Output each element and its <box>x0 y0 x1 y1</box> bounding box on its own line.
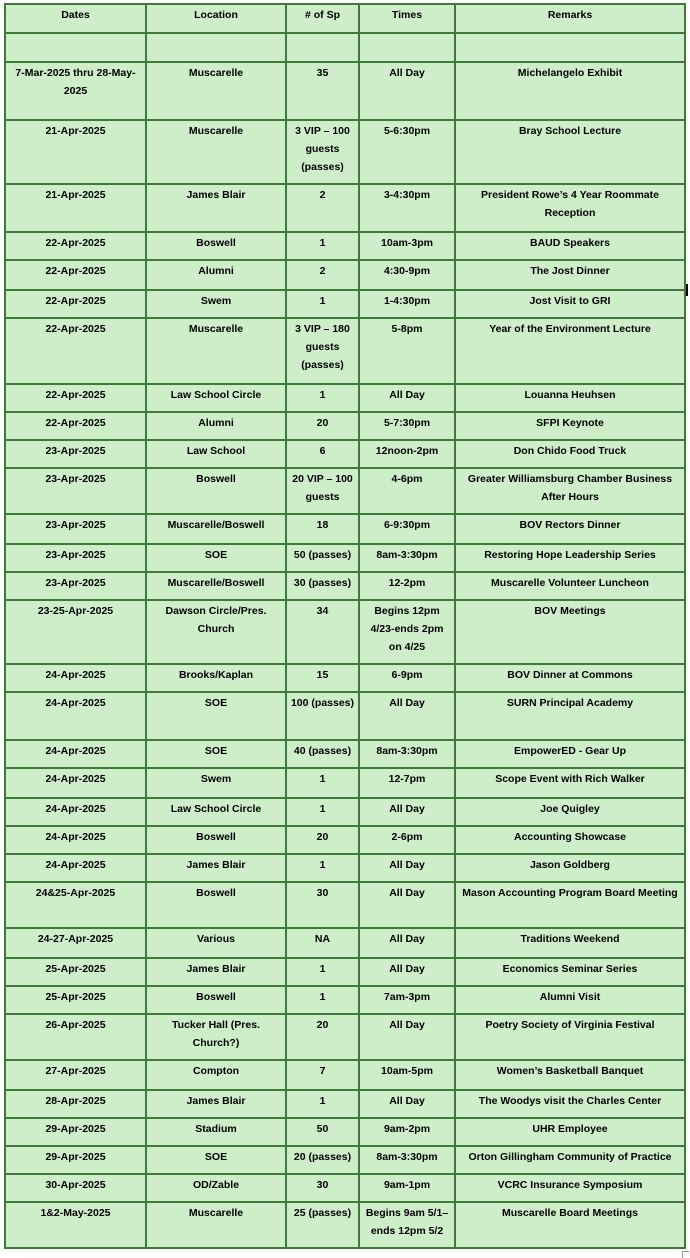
cell-remarks: President Rowe’s 4 Year Roommate Reception <box>455 184 685 232</box>
cell-dates: 23-Apr-2025 <box>5 468 146 514</box>
cell-times: 8am-3:30pm <box>359 544 455 572</box>
cell-dates: 23-Apr-2025 <box>5 544 146 572</box>
table-row <box>5 740 685 768</box>
cell-spaces: 18 <box>286 514 359 544</box>
cell-location: Law School Circle <box>146 798 286 826</box>
cell-spaces: 1 <box>286 986 359 1014</box>
cell-times: 6-9:30pm <box>359 514 455 544</box>
cell-location: Swem <box>146 768 286 798</box>
cell-dates: 1&2-May-2025 <box>5 1202 146 1248</box>
cell-spaces: 30 (passes) <box>286 572 359 600</box>
cell-dates: 22-Apr-2025 <box>5 290 146 318</box>
cell-remarks: VCRC Insurance Symposium <box>455 1174 685 1202</box>
table-row <box>5 826 685 854</box>
cell-remarks: BOV Rectors Dinner <box>455 514 685 544</box>
table-row <box>5 544 685 572</box>
cell-spaces: 20 <box>286 1014 359 1060</box>
cell-remarks: Don Chido Food Truck <box>455 440 685 468</box>
cell-location: Boswell <box>146 826 286 854</box>
cell-spaces: 7 <box>286 1060 359 1090</box>
table-row <box>5 412 685 440</box>
cell-remarks: Economics Seminar Series <box>455 958 685 986</box>
table-row <box>5 120 685 184</box>
cell-dates: 24-27-Apr-2025 <box>5 928 146 958</box>
cell-location: SOE <box>146 544 286 572</box>
cell-dates: 21-Apr-2025 <box>5 184 146 232</box>
cell-spaces: 20 <box>286 826 359 854</box>
table-row <box>5 440 685 468</box>
cell-location: SOE <box>146 692 286 740</box>
cell-dates: 22-Apr-2025 <box>5 384 146 412</box>
header-row <box>5 4 685 33</box>
cell-dates: 23-25-Apr-2025 <box>5 600 146 664</box>
cell-remarks: Louanna Heuhsen <box>455 384 685 412</box>
cell-dates: 23-Apr-2025 <box>5 514 146 544</box>
cell-remarks: Restoring Hope Leadership Series <box>455 544 685 572</box>
cell-remarks: Joe Quigley <box>455 798 685 826</box>
cell-spaces: 25 (passes) <box>286 1202 359 1248</box>
cell-location: Muscarelle <box>146 1202 286 1248</box>
table-row <box>5 986 685 1014</box>
table-row <box>5 600 685 664</box>
cell-remarks: BAUD Speakers <box>455 232 685 260</box>
header-dates: Dates <box>5 4 146 33</box>
parking-schedule-table <box>4 3 686 1249</box>
cell-remarks: Year of the Environment Lecture <box>455 318 685 384</box>
cell-spaces: 40 (passes) <box>286 740 359 768</box>
cell-times: All Day <box>359 882 455 928</box>
cell-spaces: 3 VIP – 180 guests (passes) <box>286 318 359 384</box>
table-row <box>5 664 685 692</box>
cell-location: James Blair <box>146 184 286 232</box>
table-row <box>5 232 685 260</box>
cell-location: Various <box>146 928 286 958</box>
cell-spaces: 15 <box>286 664 359 692</box>
cell-times: All Day <box>359 1090 455 1118</box>
table-row <box>5 1146 685 1174</box>
table-row <box>5 882 685 928</box>
cell-times: All Day <box>359 384 455 412</box>
table-row <box>5 1118 685 1146</box>
cell-times: 3-4:30pm <box>359 184 455 232</box>
cell-spaces: 20 <box>286 412 359 440</box>
table-row <box>5 1060 685 1090</box>
cell-dates: 25-Apr-2025 <box>5 958 146 986</box>
cell-times: 2-6pm <box>359 826 455 854</box>
table-row <box>5 1014 685 1060</box>
cell-dates <box>5 33 146 62</box>
cell-location: Muscarelle <box>146 318 286 384</box>
cell-location: James Blair <box>146 958 286 986</box>
cell-dates: 24-Apr-2025 <box>5 798 146 826</box>
cell-spaces: 30 <box>286 1174 359 1202</box>
cell-dates: 24-Apr-2025 <box>5 854 146 882</box>
cell-location: Law School <box>146 440 286 468</box>
cell-spaces: 6 <box>286 440 359 468</box>
cell-location: Stadium <box>146 1118 286 1146</box>
cell-times: 5-8pm <box>359 318 455 384</box>
cell-dates: 29-Apr-2025 <box>5 1146 146 1174</box>
cell-spaces: 20 (passes) <box>286 1146 359 1174</box>
table-row <box>5 318 685 384</box>
cell-times: 12-7pm <box>359 768 455 798</box>
cell-times: 10am-5pm <box>359 1060 455 1090</box>
cell-spaces: 1 <box>286 290 359 318</box>
cell-location: Boswell <box>146 232 286 260</box>
cell-location: Boswell <box>146 986 286 1014</box>
table-row <box>5 514 685 544</box>
cell-remarks: The Jost Dinner <box>455 260 685 290</box>
cell-location: Compton <box>146 1060 286 1090</box>
cell-location: Dawson Circle/Pres. Church <box>146 600 286 664</box>
cell-remarks: The Woodys visit the Charles Center <box>455 1090 685 1118</box>
table-row <box>5 468 685 514</box>
cell-location: James Blair <box>146 854 286 882</box>
cell-dates: 29-Apr-2025 <box>5 1118 146 1146</box>
cell-remarks: UHR Employee <box>455 1118 685 1146</box>
table-row <box>5 384 685 412</box>
cell-location: Swem <box>146 290 286 318</box>
cell-remarks: BOV Meetings <box>455 600 685 664</box>
cell-dates: 23-Apr-2025 <box>5 572 146 600</box>
table-row <box>5 928 685 958</box>
cell-times: 5-6:30pm <box>359 120 455 184</box>
cell-dates: 22-Apr-2025 <box>5 412 146 440</box>
cell-spaces: 2 <box>286 184 359 232</box>
cell-location: Boswell <box>146 468 286 514</box>
table-row <box>5 572 685 600</box>
cell-dates: 21-Apr-2025 <box>5 120 146 184</box>
cell-remarks: Women’s Basketball Banquet <box>455 1060 685 1090</box>
cell-remarks: Muscarelle Volunteer Luncheon <box>455 572 685 600</box>
cell-times: Begins 9am 5/1– ends 12pm 5/2 <box>359 1202 455 1248</box>
cell-spaces: 50 <box>286 1118 359 1146</box>
header-location: Location <box>146 4 286 33</box>
cell-remarks: BOV Dinner at Commons <box>455 664 685 692</box>
cell-spaces: 1 <box>286 958 359 986</box>
cell-spaces: 1 <box>286 1090 359 1118</box>
cell-times: 9am-2pm <box>359 1118 455 1146</box>
table-row <box>5 958 685 986</box>
cell-spaces: 2 <box>286 260 359 290</box>
cell-dates: 24-Apr-2025 <box>5 740 146 768</box>
cell-location: SOE <box>146 740 286 768</box>
cell-remarks: EmpowerED - Gear Up <box>455 740 685 768</box>
cell-spaces: 1 <box>286 768 359 798</box>
header-spaces: # of Sp <box>286 4 359 33</box>
cell-times: All Day <box>359 854 455 882</box>
cell-remarks <box>455 33 685 62</box>
cell-location: James Blair <box>146 1090 286 1118</box>
cell-remarks: Orton Gillingham Community of Practice <box>455 1146 685 1174</box>
cell-spaces: 50 (passes) <box>286 544 359 572</box>
cell-times: All Day <box>359 1014 455 1060</box>
cell-times: 5-7:30pm <box>359 412 455 440</box>
cell-remarks: Alumni Visit <box>455 986 685 1014</box>
cell-times: 10am-3pm <box>359 232 455 260</box>
header-remarks: Remarks <box>455 4 685 33</box>
cell-location: Boswell <box>146 882 286 928</box>
cell-times: 6-9pm <box>359 664 455 692</box>
cell-times: 4-6pm <box>359 468 455 514</box>
cell-location: Brooks/Kaplan <box>146 664 286 692</box>
cell-location: SOE <box>146 1146 286 1174</box>
table-body <box>5 33 685 1248</box>
cell-times: All Day <box>359 692 455 740</box>
table-row <box>5 33 685 62</box>
table-row <box>5 1202 685 1248</box>
cell-dates: 24-Apr-2025 <box>5 826 146 854</box>
cell-remarks: Scope Event with Rich Walker <box>455 768 685 798</box>
table-row <box>5 184 685 232</box>
cell-remarks: Poetry Society of Virginia Festival <box>455 1014 685 1060</box>
cell-location: Muscarelle <box>146 120 286 184</box>
cell-remarks: Greater Williamsburg Chamber Business After Hours <box>455 468 685 514</box>
cell-spaces: 30 <box>286 882 359 928</box>
cell-times <box>359 33 455 62</box>
table-row <box>5 692 685 740</box>
cell-times: 8am-3:30pm <box>359 740 455 768</box>
cell-dates: 22-Apr-2025 <box>5 232 146 260</box>
cell-remarks: Mason Accounting Program Board Meeting <box>455 882 685 928</box>
text-cursor-mark <box>686 284 688 296</box>
cell-location: OD/Zable <box>146 1174 286 1202</box>
cell-location: Muscarelle/Boswell <box>146 514 286 544</box>
cell-remarks: SURN Principal Academy <box>455 692 685 740</box>
cell-times: 12noon-2pm <box>359 440 455 468</box>
cell-spaces: 3 VIP – 100 guests (passes) <box>286 120 359 184</box>
cell-times: 1-4:30pm <box>359 290 455 318</box>
cell-dates: 30-Apr-2025 <box>5 1174 146 1202</box>
cell-location: Tucker Hall (Pres. Church?) <box>146 1014 286 1060</box>
cell-location <box>146 33 286 62</box>
cell-remarks: Jost Visit to GRI <box>455 290 685 318</box>
cell-times: Begins 12pm 4/23-ends 2pm on 4/25 <box>359 600 455 664</box>
table-row <box>5 290 685 318</box>
cell-times: 9am-1pm <box>359 1174 455 1202</box>
table-row <box>5 798 685 826</box>
table-row <box>5 260 685 290</box>
cell-dates: 25-Apr-2025 <box>5 986 146 1014</box>
cell-dates: 24-Apr-2025 <box>5 664 146 692</box>
cell-spaces: 35 <box>286 62 359 120</box>
cell-location: Alumni <box>146 412 286 440</box>
cell-remarks: Muscarelle Board Meetings <box>455 1202 685 1248</box>
cell-times: All Day <box>359 62 455 120</box>
cell-spaces: 20 VIP – 100 guests <box>286 468 359 514</box>
cell-dates: 24&25-Apr-2025 <box>5 882 146 928</box>
cell-spaces: 1 <box>286 384 359 412</box>
cell-times: 4:30-9pm <box>359 260 455 290</box>
table-row <box>5 854 685 882</box>
cell-remarks: Jason Goldberg <box>455 854 685 882</box>
cell-remarks: Michelangelo Exhibit <box>455 62 685 120</box>
cell-times: All Day <box>359 958 455 986</box>
table-row <box>5 1090 685 1118</box>
table-row <box>5 1174 685 1202</box>
cell-location: Law School Circle <box>146 384 286 412</box>
cell-times: 12-2pm <box>359 572 455 600</box>
cell-spaces <box>286 33 359 62</box>
cell-times: 8am-3:30pm <box>359 1146 455 1174</box>
cell-dates: 24-Apr-2025 <box>5 692 146 740</box>
cell-location: Muscarelle <box>146 62 286 120</box>
cell-dates: 27-Apr-2025 <box>5 1060 146 1090</box>
cell-spaces: 1 <box>286 232 359 260</box>
table-row <box>5 768 685 798</box>
cell-times: All Day <box>359 798 455 826</box>
cell-spaces: 34 <box>286 600 359 664</box>
cell-spaces: NA <box>286 928 359 958</box>
cell-times: All Day <box>359 928 455 958</box>
cell-remarks: Accounting Showcase <box>455 826 685 854</box>
cell-spaces: 100 (passes) <box>286 692 359 740</box>
cell-remarks: Bray School Lecture <box>455 120 685 184</box>
cell-dates: 26-Apr-2025 <box>5 1014 146 1060</box>
cell-dates: 22-Apr-2025 <box>5 318 146 384</box>
cell-remarks: SFPI Keynote <box>455 412 685 440</box>
cell-location: Alumni <box>146 260 286 290</box>
cell-spaces: 1 <box>286 854 359 882</box>
cell-dates: 23-Apr-2025 <box>5 440 146 468</box>
cell-location: Muscarelle/Boswell <box>146 572 286 600</box>
cell-dates: 24-Apr-2025 <box>5 768 146 798</box>
cell-remarks: Traditions Weekend <box>455 928 685 958</box>
cell-dates: 7-Mar-2025 thru 28-May-2025 <box>5 62 146 120</box>
cell-times: 7am-3pm <box>359 986 455 1014</box>
cell-spaces: 1 <box>286 798 359 826</box>
header-times: Times <box>359 4 455 33</box>
cell-dates: 28-Apr-2025 <box>5 1090 146 1118</box>
page-corner-mark <box>682 1251 689 1258</box>
table-row <box>5 62 685 120</box>
cell-dates: 22-Apr-2025 <box>5 260 146 290</box>
